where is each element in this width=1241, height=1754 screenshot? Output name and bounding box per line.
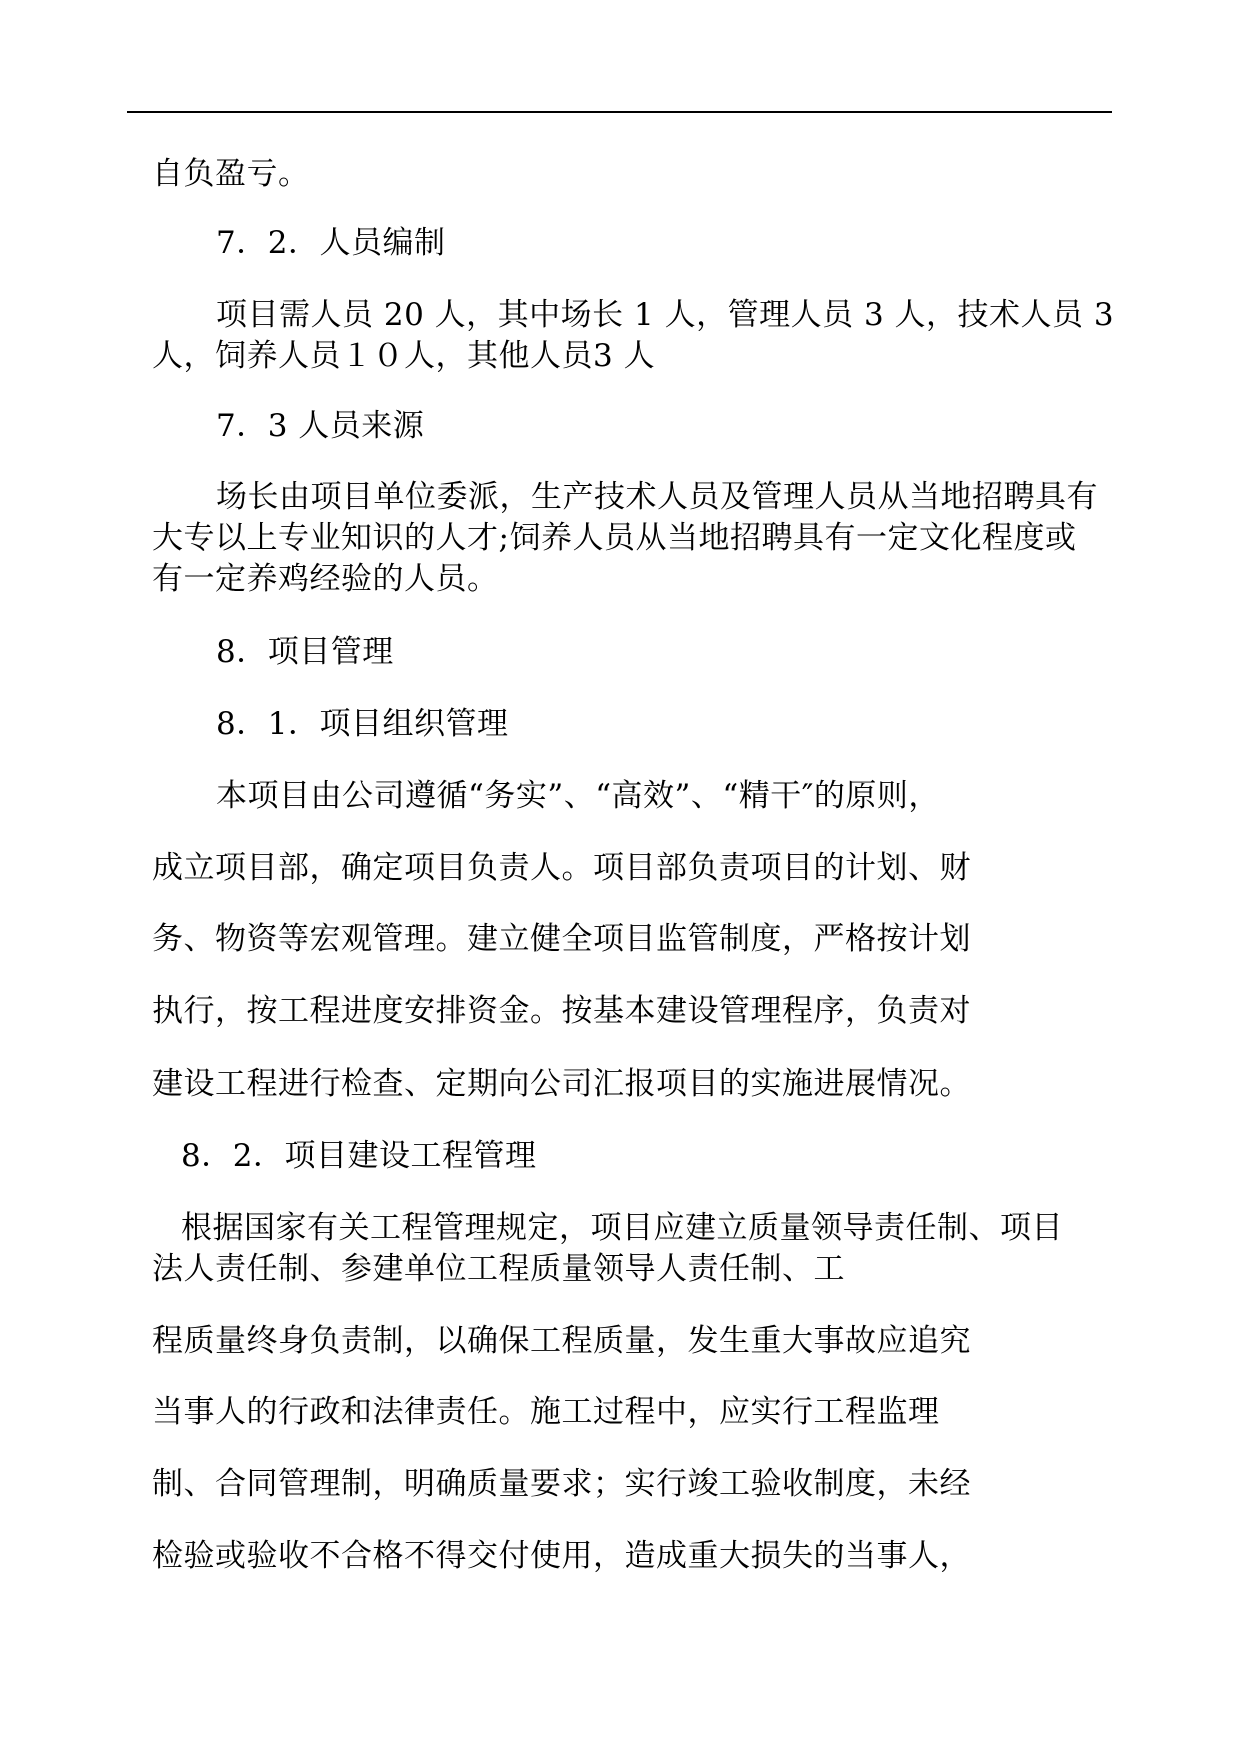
text-line: 项目需人员 20 人，其中场长 1 人，管理人员 3 人，技术人员 3 xyxy=(216,297,1115,333)
text-line: 建设工程进行检查、定期向公司汇报项目的实施进展情况。 xyxy=(152,1066,971,1102)
section-heading-8-1: 8．1．项目组织管理 xyxy=(216,706,509,742)
text-line: 务、物资等宏观管理。建立健全项目监管制度，严格按计划 xyxy=(152,921,971,957)
section-heading-8-2: 8．2．项目建设工程管理 xyxy=(181,1138,537,1174)
text-line: 执行，按工程进度安排资金。按基本建设管理程序，负责对 xyxy=(152,993,971,1029)
header-rule xyxy=(127,111,1112,113)
text-line: 自负盈亏。 xyxy=(152,156,310,192)
text-line: 大专以上专业知识的人才;饲养人员从当地招聘具有一定文化程度或 xyxy=(152,520,1077,556)
text-line: 当事人的行政和法律责任。施工过程中，应实行工程监理 xyxy=(152,1394,940,1430)
section-heading-7-3: 7．3 人员来源 xyxy=(216,408,425,444)
section-heading-8: 8．项目管理 xyxy=(216,634,394,670)
text-line: 法人责任制、参建单位工程质量领导人责任制、工 xyxy=(152,1251,845,1287)
text-line: 成立项目部，确定项目负责人。项目部负责项目的计划、财 xyxy=(152,850,971,886)
section-heading-7-2: 7．2．人员编制 xyxy=(216,225,446,261)
text-line: 根据国家有关工程管理规定，项目应建立质量领导责任制、项目 xyxy=(181,1210,1063,1246)
text-line: 有一定养鸡经验的人员。 xyxy=(152,561,499,597)
text-line: 人，饲养人员１０人，其他人员3 人 xyxy=(152,338,656,374)
text-line: 检验或验收不合格不得交付使用，造成重大损失的当事人， xyxy=(152,1538,971,1574)
text-line: 程质量终身负责制，以确保工程质量，发生重大事故应追究 xyxy=(152,1323,971,1359)
text-line: 本项目由公司遵循“务实”、“高效”、“精干″的原则， xyxy=(216,778,940,814)
text-line: 制、合同管理制，明确质量要求；实行竣工验收制度，未经 xyxy=(152,1466,971,1502)
text-line: 场长由项目单位委派，生产技术人员及管理人员从当地招聘具有 xyxy=(216,479,1098,515)
